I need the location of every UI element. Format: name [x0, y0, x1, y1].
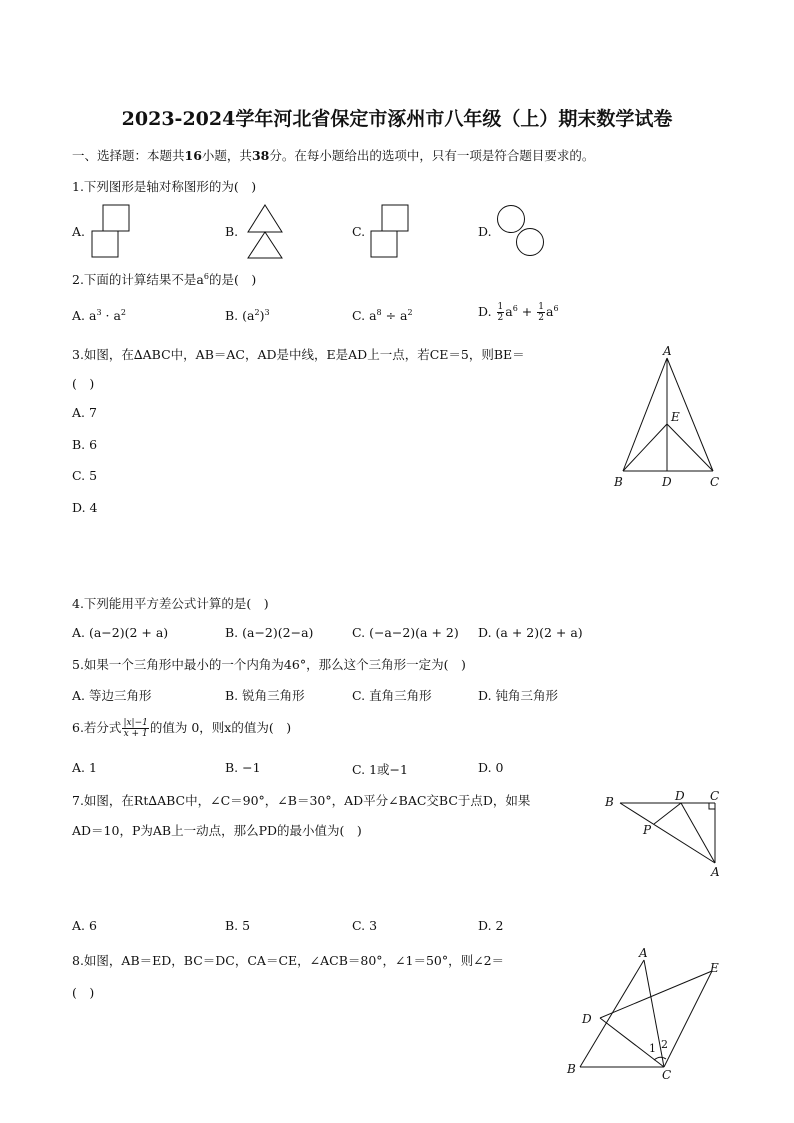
segment-ad — [681, 803, 715, 863]
square-shape — [371, 231, 397, 257]
q5-stem: 5.如果一个三角形中最小的一个内角为46°，那么这个三角形一定为( ) — [72, 657, 466, 672]
q2-d-base1: a — [505, 304, 513, 319]
q5-option-b: B. 锐角三角形 — [225, 688, 305, 703]
q8-stem-line1: 8.如图，AB＝ED，BC＝DC，CA＝CE，∠ACB＝80°，∠1＝50°，则∠2＝ — [72, 953, 505, 968]
angle-arc — [654, 1057, 666, 1060]
q2-option-c — [352, 308, 413, 323]
q1-figure-c — [369, 203, 411, 259]
q4-option-a: A. (a−2)(2 + a) — [72, 625, 169, 640]
q5-option-d: D. 钝角三角形 — [478, 688, 559, 703]
fraction-den: x + 1 — [123, 729, 148, 739]
q6-stem-pre: 6.若分式 — [72, 720, 122, 735]
q1-option-d: D. — [478, 224, 492, 239]
segment-be — [623, 424, 667, 471]
q7-figure — [600, 786, 730, 881]
label-d: D — [675, 789, 685, 803]
segment-de — [600, 971, 712, 1018]
segment-ec — [664, 971, 712, 1067]
segment-ba — [620, 803, 715, 863]
q2-b-mid: ) — [259, 308, 265, 324]
label-a: A — [663, 344, 672, 358]
q2-option-b — [225, 308, 270, 323]
q1-option-c: C. — [352, 224, 366, 239]
q3-option-a: A. 7 — [72, 405, 97, 420]
segment-pd — [654, 803, 681, 824]
fraction — [537, 302, 545, 323]
q1-option-b: B. — [225, 224, 239, 239]
fraction-den: 2 — [538, 313, 544, 323]
q2-a-exp2: 2 — [120, 308, 126, 317]
circle-shape — [517, 229, 544, 256]
q2-b-base: B. (a — [225, 308, 255, 324]
q2-c-base: C. a — [352, 308, 377, 324]
q5-option-c: C. 直角三角形 — [352, 688, 432, 703]
label-b: B — [605, 795, 614, 809]
label-d: D — [662, 475, 672, 489]
q2-option-d — [478, 302, 559, 323]
q7-option-c: C. 3 — [352, 918, 378, 933]
fraction-den: 2 — [497, 313, 504, 323]
section-header — [72, 146, 594, 164]
q3-option-b: B. 6 — [72, 437, 98, 452]
q6-option-d: D. 0 — [478, 760, 504, 775]
q3-option-d: D. 4 — [72, 500, 98, 515]
q2-d-label: D. — [478, 304, 492, 319]
q2-stem-exp: 6 — [203, 271, 209, 281]
q3-figure — [605, 340, 730, 495]
q3-stem-line1: 3.如图，在∆ABC中，AB＝AC，AD是中线，E是AD上一点，若CE＝5，则BE＝ — [72, 347, 525, 362]
q2-a-mid: · a — [101, 308, 121, 324]
q7-option-d: D. 2 — [478, 918, 504, 933]
q2-stem-pre: 2.下面的计算结果不是a — [72, 272, 204, 287]
label-p: P — [643, 823, 652, 837]
fraction — [497, 302, 505, 323]
q3-stem-line2: ( ) — [72, 376, 95, 391]
q7-option-b: B. 5 — [225, 918, 251, 933]
triangle-shape — [248, 232, 282, 258]
fraction-num: 1 — [538, 302, 544, 312]
q2-c-mid: ÷ a — [381, 308, 408, 324]
label-e: E — [671, 410, 680, 424]
q2-b-exp1: 2 — [254, 308, 260, 317]
question-count: 16 — [184, 148, 202, 163]
q6-option-a: A. 1 — [72, 760, 97, 775]
q2-stem-post: 的是( ) — [208, 272, 257, 287]
triangle-shape — [248, 205, 282, 232]
label-a: A — [711, 865, 720, 879]
q2-c-exp1: 8 — [376, 308, 382, 317]
fraction-num: |x|−1 — [123, 718, 148, 728]
q7-stem-line1: 7.如图，在Rt∆ABC中，∠C＝90°，∠B＝30°，AD平分∠BAC交BC于点D，如果 — [72, 793, 531, 808]
q1-figure-b — [246, 203, 286, 259]
q2-d-exp2: 6 — [553, 303, 559, 313]
q3-option-c: C. 5 — [72, 468, 98, 483]
q2-a-base: A. a — [72, 308, 97, 324]
q6-stem-post: 的值为 0，则x的值为( ) — [149, 720, 292, 735]
q2-stem — [72, 270, 256, 288]
label-d: D — [582, 1012, 592, 1026]
q6-option-c: C. 1或−1 — [352, 762, 408, 777]
q4-option-c: C. (−a−2)(a + 2) — [352, 625, 459, 640]
fraction-num: 1 — [497, 302, 504, 312]
label-angle-2: 2 — [661, 1038, 668, 1051]
q7-stem-line2: AD＝10，P为AB上一动点，那么PD的最小值为( ) — [72, 823, 362, 838]
q1-option-a: A. — [72, 224, 86, 239]
q1-stem: 1.下列图形是轴对称图形的为( ) — [72, 179, 257, 194]
q8-figure — [560, 945, 730, 1080]
circle-shape — [498, 206, 525, 233]
q2-b-exp2: 3 — [264, 308, 270, 317]
q2-d-plus: + — [517, 304, 537, 319]
square-shape — [382, 205, 408, 231]
label-b: B — [567, 1062, 576, 1076]
segment-ab — [623, 358, 667, 471]
q4-stem: 4.下列能用平方差公式计算的是( ) — [72, 596, 269, 611]
q4-option-d: D. (a + 2)(2 + a) — [478, 625, 583, 640]
square-shape — [92, 231, 118, 257]
q7-option-a: A. 6 — [72, 918, 97, 933]
q1-figure-a — [90, 203, 132, 259]
label-b: B — [614, 475, 623, 489]
label-c: C — [662, 1068, 672, 1080]
q2-a-exp1: 3 — [96, 308, 102, 317]
label-angle-1: 1 — [649, 1042, 656, 1055]
q6-stem — [72, 718, 291, 739]
q2-d-base2: a — [545, 304, 554, 319]
square-shape — [103, 205, 129, 231]
label-c: C — [710, 475, 720, 489]
q6-option-b: B. −1 — [225, 760, 261, 775]
label-c: C — [710, 789, 720, 803]
q2-d-exp1: 6 — [512, 303, 518, 313]
section-label: 一、选择题：本题共 — [72, 148, 185, 163]
label-e: E — [710, 961, 719, 975]
q4-option-b: B. (a−2)(2−a) — [225, 625, 314, 640]
section-mid: 小题，共 — [201, 148, 252, 163]
page-title: 2023-2024学年河北省保定市涿州市八年级（上）期末数学试卷 — [121, 108, 673, 130]
q5-option-a: A. 等边三角形 — [72, 688, 152, 703]
total-score: 38 — [251, 148, 270, 163]
section-rest: 分。在每小题给出的选项中，只有一项是符合题目要求的。 — [269, 148, 595, 163]
right-angle-mark — [709, 803, 715, 809]
q2-option-a — [72, 308, 126, 323]
q8-stem-line2: ( ) — [72, 985, 95, 1000]
label-a: A — [639, 946, 648, 960]
q2-c-exp2: 2 — [407, 308, 413, 317]
fraction — [122, 718, 148, 739]
segment-ce — [667, 424, 713, 471]
q1-figure-d — [495, 203, 547, 259]
